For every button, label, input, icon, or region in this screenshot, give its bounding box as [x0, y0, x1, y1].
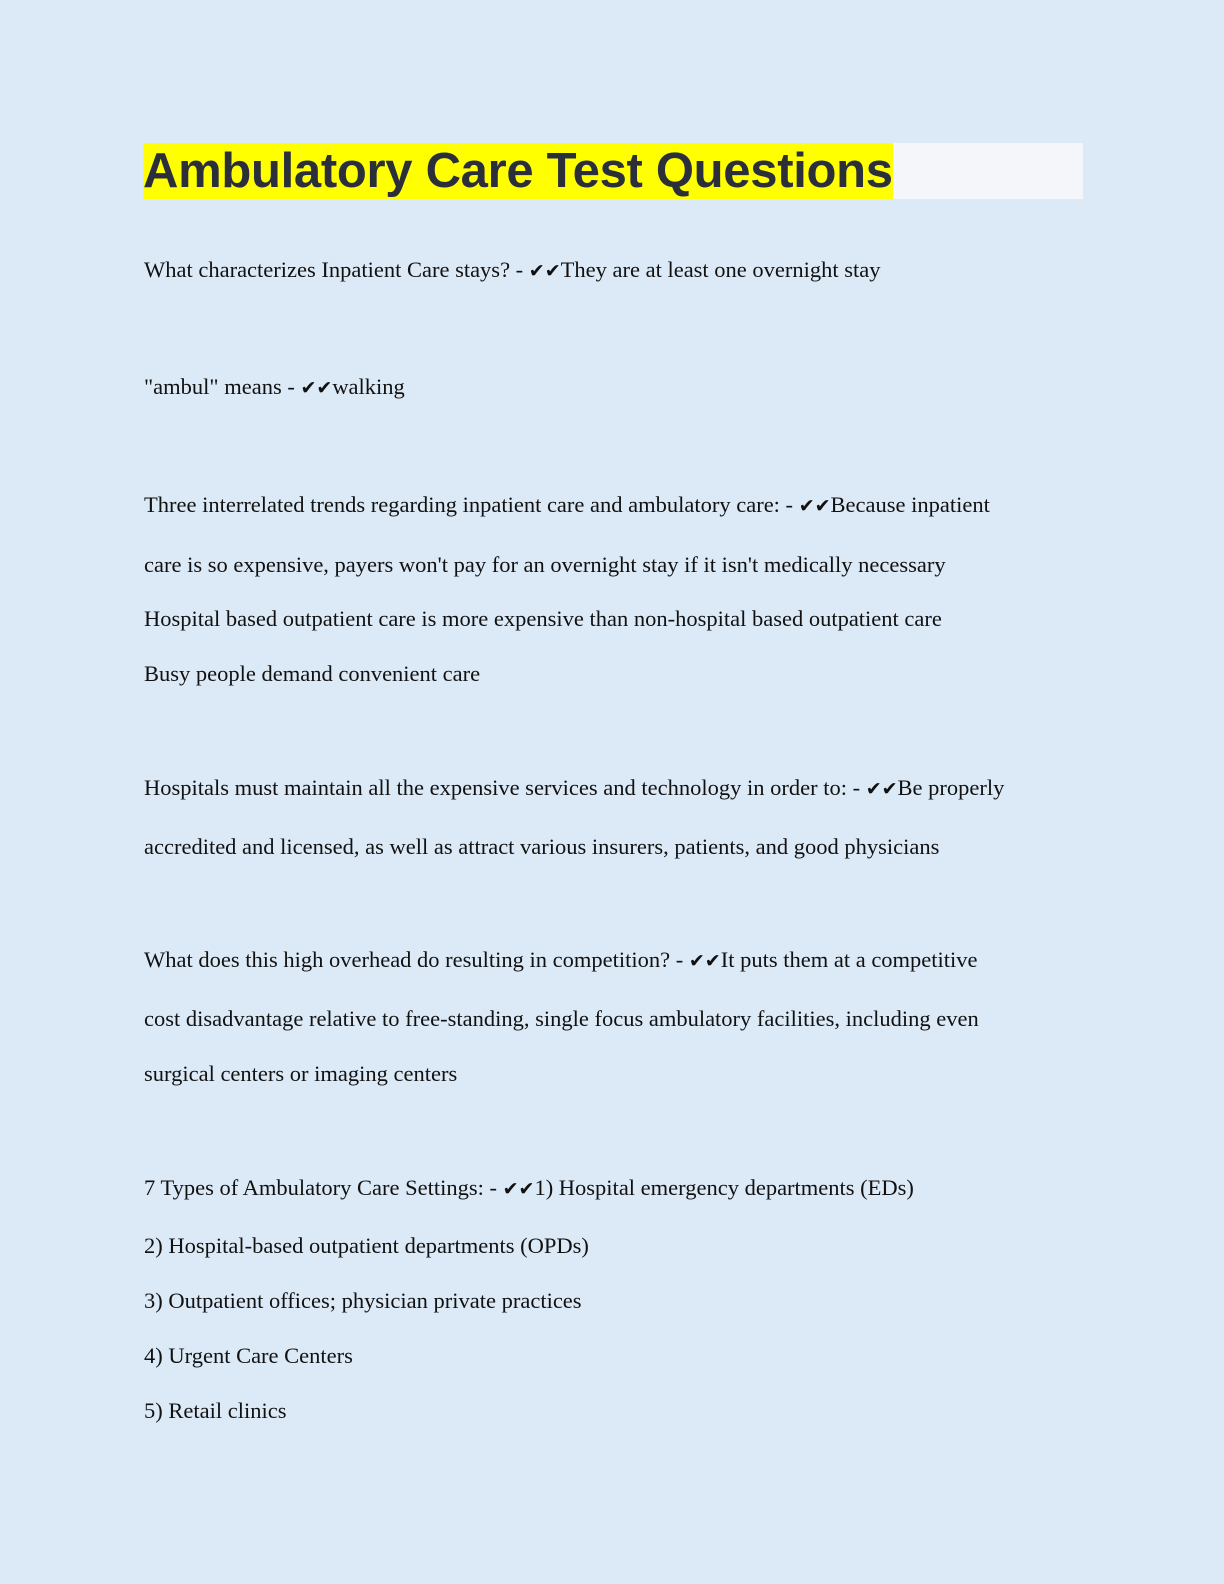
qa-item: [144, 373, 405, 402]
question-text: "ambul" means -: [144, 374, 301, 399]
answer-line: accredited and licensed, as well as attract various insurers, patients, and good physicians: [144, 834, 940, 859]
question-text: 7 Types of Ambulatory Care Settings: -: [144, 1175, 503, 1200]
answer-line: 5) Retail clinics: [144, 1398, 287, 1423]
answer-line: surgical centers or imaging centers: [144, 1061, 458, 1086]
answer-line: 3) Outpatient offices; physician private practices: [144, 1288, 582, 1313]
double-check-icon: ✔✔: [300, 377, 333, 399]
answer-line: care is so expensive, payers won't pay for an overnight stay if it isn't medically necessary: [144, 552, 946, 577]
answer-text: It puts them at a competitive: [720, 947, 978, 972]
question-text: Hospitals must maintain all the expensive services and technology in order to: -: [144, 775, 866, 800]
answer-line: cost disadvantage relative to free-standing, single focus ambulatory facilities, including even: [144, 1006, 979, 1031]
answer-line: Busy people demand convenient care: [144, 661, 481, 686]
answer-text: Be properly: [897, 775, 1005, 800]
answer-line: Hospital based outpatient care is more expensive than non-hospital based outpatient care: [144, 606, 942, 631]
double-check-icon: ✔✔: [688, 950, 721, 972]
qa-item: [144, 1174, 914, 1203]
qa-item: [144, 491, 990, 520]
answer-line: 4) Urgent Care Centers: [144, 1343, 353, 1368]
page-title: Ambulatory Care Test Questions: [143, 144, 893, 198]
question-text: What does this high overhead do resulting in competition? -: [144, 947, 689, 972]
qa-item: [144, 946, 978, 975]
double-check-icon: ✔✔: [865, 778, 898, 800]
answer-text: Because inpatient: [830, 492, 990, 517]
qa-item: [144, 256, 881, 285]
answer-text: They are at least one overnight stay: [560, 257, 881, 282]
question-text: Three interrelated trends regarding inpatient care and ambulatory care: -: [144, 492, 799, 517]
double-check-icon: ✔✔: [798, 495, 831, 517]
double-check-icon: ✔✔: [502, 1178, 535, 1200]
question-text: What characterizes Inpatient Care stays? -: [144, 257, 529, 282]
answer-text: 1) Hospital emergency departments (EDs): [534, 1175, 914, 1200]
answer-text: walking: [332, 374, 405, 399]
qa-item: [144, 774, 1004, 803]
answer-line: 2) Hospital-based outpatient departments (OPDs): [144, 1233, 589, 1258]
double-check-icon: ✔✔: [528, 260, 561, 282]
